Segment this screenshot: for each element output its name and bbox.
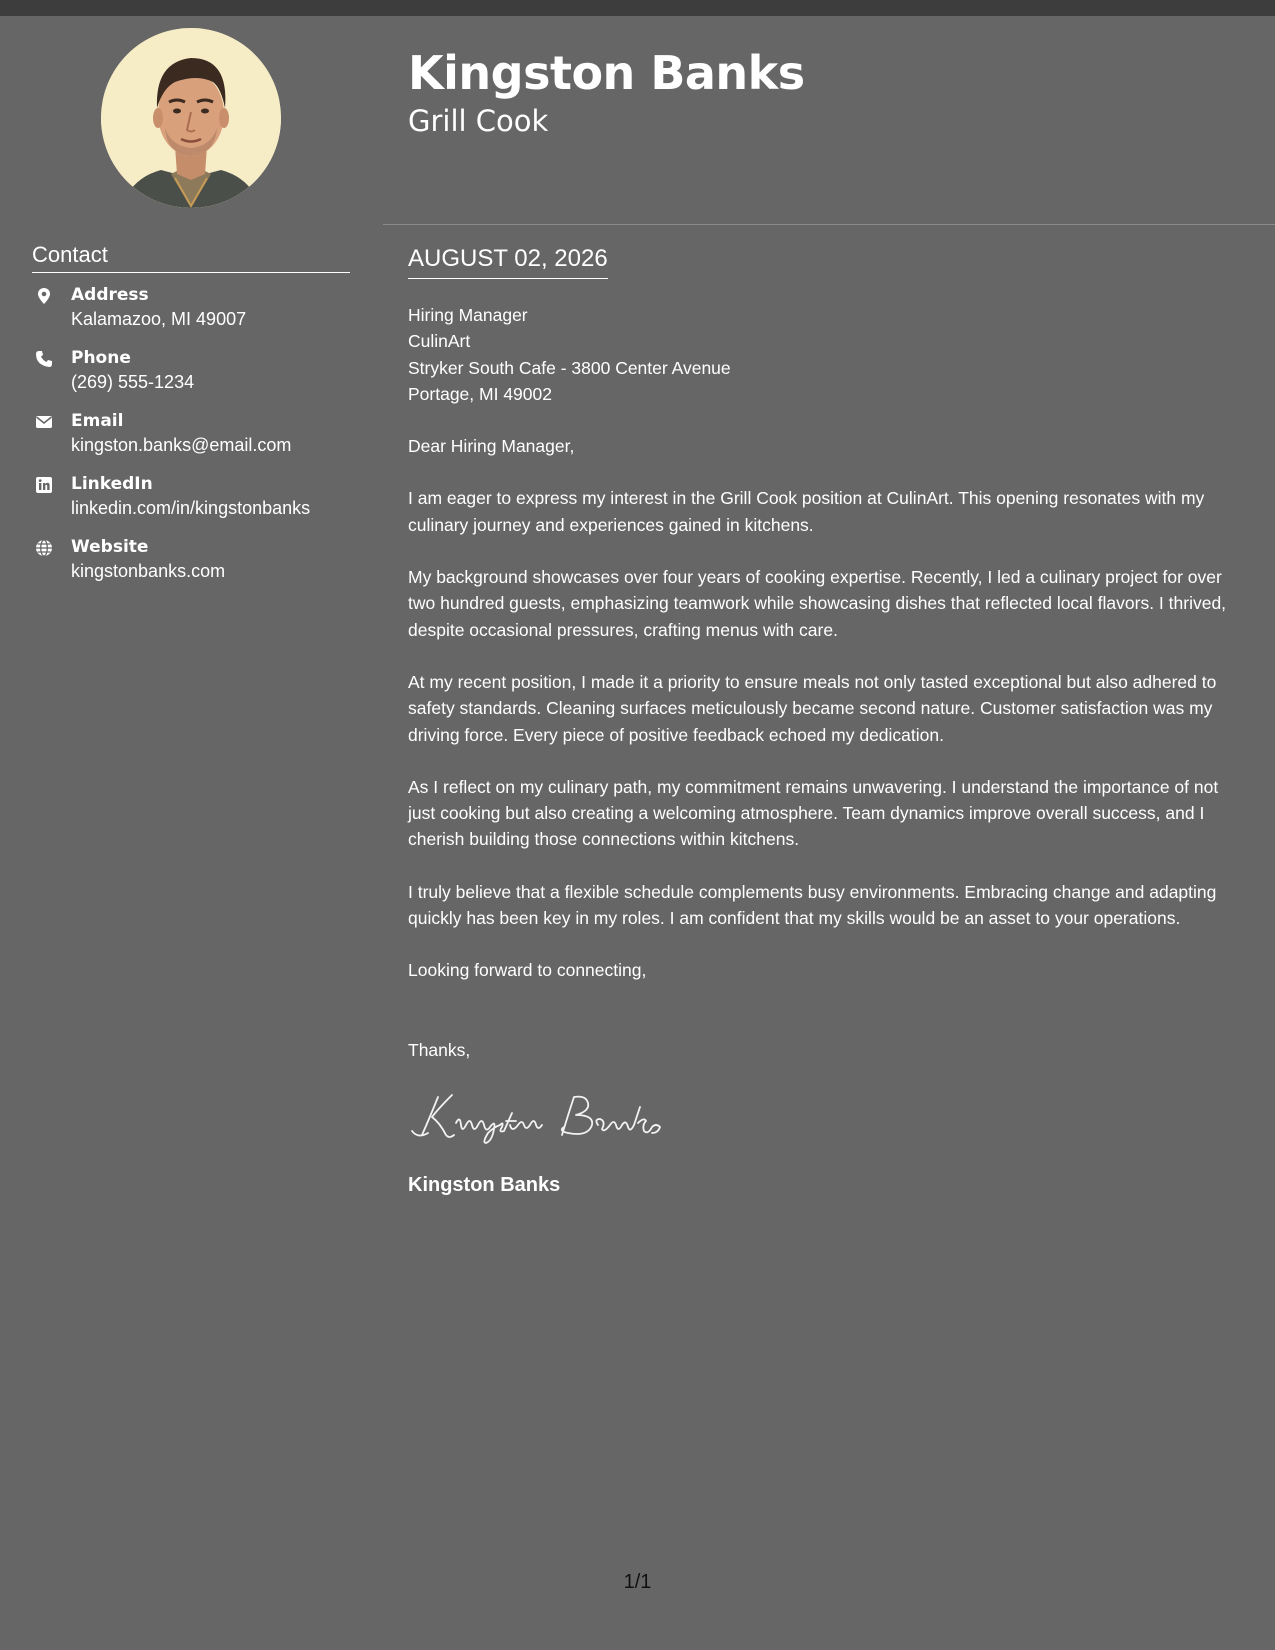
- recipient-line: Portage, MI 49002: [408, 383, 552, 404]
- contact-item-address: [32, 284, 350, 347]
- globe-icon: [35, 539, 53, 557]
- linkedin-link[interactable]: linkedin.com/in/kingstonbanks: [71, 498, 311, 518]
- contact-label: Website: [71, 537, 149, 557]
- body-paragraph: My background showcases over four years of cooking expertise. Recently, I led a culinary project for over two hundred guests, emphasizing teamwork while showcasing dishes that reflected local flavors. I thrived, despite occasional pressures, crafting menus with care.: [408, 567, 1227, 640]
- contact-list: [32, 284, 350, 599]
- contact-label: Phone: [71, 348, 131, 368]
- contact-label: Email: [71, 411, 124, 431]
- body-paragraph: I am eager to express my interest in the Grill Cook position at CulinArt. This opening resonates with my culinary journey and experiences gained in kitchens.: [408, 488, 1205, 535]
- candidate-name: Kingston Banks: [408, 46, 805, 100]
- contact-item-phone: [32, 347, 350, 410]
- body-paragraph: I truly believe that a flexible schedule complements busy environments. Embracing change and adapting quickly has been key in my roles. I am confident that my skills would be an asset to your operations.: [408, 881, 1217, 929]
- body-paragraph: As I reflect on my culinary path, my commitment remains unwavering. I understand the importance of not just cooking but also creating a welcoming atmosphere. Team dynamics improve overall success, and I cherish building those connections within kitchens.: [408, 776, 1219, 850]
- contact-item-website: [32, 536, 350, 599]
- phone-icon: [35, 350, 53, 368]
- map-pin-icon: [35, 287, 53, 305]
- contact-label: Address: [71, 285, 149, 305]
- linkedin-icon: [35, 476, 53, 494]
- handwritten-signature: [408, 1083, 1246, 1151]
- job-title: Grill Cook: [408, 104, 549, 138]
- signoff: Thanks,: [408, 1039, 471, 1060]
- page-number: 1/1: [623, 1571, 652, 1593]
- recipient-block: [408, 302, 1246, 407]
- phone-value: (269) 555-1234: [71, 372, 195, 392]
- website-link[interactable]: kingstonbanks.com: [71, 561, 226, 581]
- profile-photo: [101, 28, 281, 208]
- recipient-line: Stryker South Cafe - 3800 Center Avenue: [408, 357, 731, 378]
- signer-name: Kingston Banks: [408, 1173, 561, 1196]
- letter-body: [408, 302, 1246, 1199]
- letter-date: AUGUST 02, 2026: [408, 243, 608, 279]
- recipient-line: CulinArt: [408, 331, 471, 352]
- contact-label: LinkedIn: [71, 474, 153, 494]
- address-value: Kalamazoo, MI 49007: [71, 309, 247, 329]
- recipient-line: Hiring Manager: [408, 305, 528, 325]
- contact-item-email: [32, 410, 350, 473]
- contact-item-linkedin: [32, 473, 350, 536]
- top-bar: [0, 0, 1275, 16]
- header-divider: [383, 224, 1275, 225]
- closing-line: Looking forward to connecting,: [408, 960, 647, 981]
- envelope-icon: [35, 413, 53, 431]
- contact-heading: Contact: [32, 240, 350, 273]
- email-link[interactable]: kingston.banks@email.com: [71, 435, 292, 455]
- body-paragraph: At my recent position, I made it a priority to ensure meals not only tasted exceptional but also adhered to safety standards. Cleaning surfaces meticulously became second nature. Customer satisfaction was my driving force. Every piece of positive feedback echoed my dedication.: [408, 671, 1217, 745]
- salutation: Dear Hiring Manager,: [408, 436, 575, 457]
